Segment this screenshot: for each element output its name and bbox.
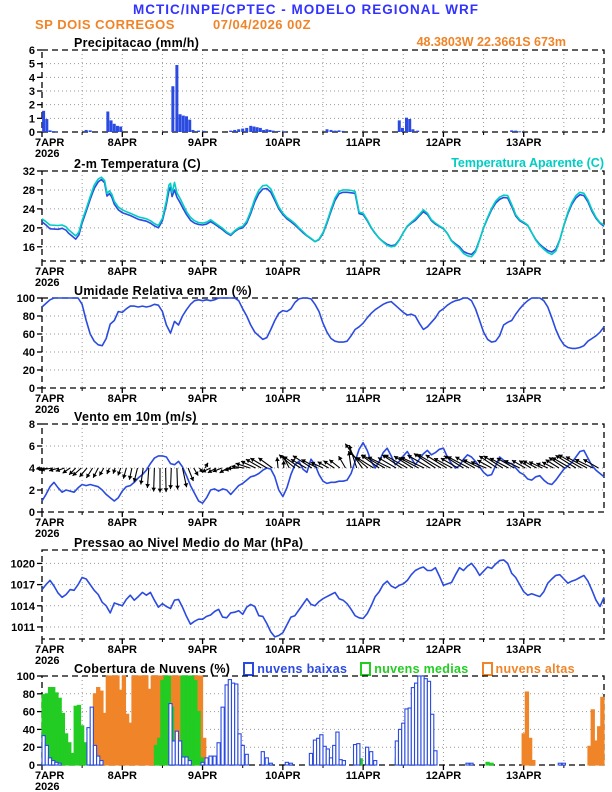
panel-title-wind: Vento em 10m (m/s) <box>74 410 197 424</box>
cloud-bar <box>209 756 212 765</box>
y-tick-label: 16 <box>22 241 35 254</box>
x-year-label: 2026 <box>35 655 60 667</box>
x-day-label: 13APR <box>505 644 542 656</box>
precip-bar <box>89 130 92 132</box>
cloud-bar <box>289 763 292 765</box>
precip-bar <box>518 131 521 132</box>
precip-bar <box>55 131 58 132</box>
panel-4 <box>11 550 604 667</box>
precip-bar <box>188 120 191 132</box>
legend-label-baixas: nuvens baixas <box>257 662 348 676</box>
y-tick-label: 2 <box>28 99 35 112</box>
precip-bar <box>237 129 240 132</box>
x-day-label: 7APR <box>35 770 65 782</box>
precip-bar <box>191 130 194 132</box>
y-tick-label: 24 <box>22 203 35 216</box>
panel-title-precipitation: Precipitacao (mm/h) <box>74 36 200 50</box>
panel-title-pressure: Pressao ao Nivel Medio do Mar (hPa) <box>74 536 304 550</box>
cloud-bar <box>213 756 216 765</box>
apparent-temperature-label: Temperatura Aparente (C) <box>451 156 604 170</box>
precip-bar <box>338 130 341 132</box>
x-day-label: 7APR <box>35 517 65 529</box>
precip-bar <box>252 127 255 132</box>
precip-bar <box>106 112 109 133</box>
y-tick-label: 80 <box>22 311 35 323</box>
y-tick-label: 0 <box>28 383 35 395</box>
wind-arrow-head <box>158 489 163 493</box>
precip-bar <box>334 131 337 132</box>
cloud-bar <box>558 763 561 765</box>
x-year-label: 2026 <box>35 781 60 792</box>
cloud-bar <box>309 753 312 765</box>
y-tick-label: 1 <box>28 113 35 126</box>
cloud-bar <box>58 763 61 765</box>
precip-bar <box>416 131 419 132</box>
wind-arrow-head <box>275 457 280 461</box>
precip-bar <box>171 86 174 132</box>
cloud-bar <box>366 747 369 765</box>
x-day-label: 10APR <box>265 517 301 529</box>
precip-bar <box>408 119 411 132</box>
wind-arrow-head <box>122 474 127 478</box>
x-day-label: 10APR <box>265 644 301 656</box>
y-tick-label: 6 <box>28 441 35 453</box>
cloud-bar <box>188 761 191 765</box>
cloud-bar <box>245 754 248 765</box>
station-coords-label: 48.3803W 22.3661S 673m <box>416 35 566 49</box>
y-tick-label: 6 <box>28 45 35 57</box>
y-tick-label: 0 <box>28 760 35 772</box>
precip-bar <box>265 129 268 132</box>
precip-bar <box>245 128 248 132</box>
x-day-label: 12APR <box>425 517 462 529</box>
precip-bar <box>203 131 206 132</box>
x-day-label: 9APR <box>187 137 218 149</box>
x-day-label: 12APR <box>425 137 462 149</box>
x-day-label: 13APR <box>505 393 542 405</box>
x-day-label: 11APR <box>345 517 381 529</box>
wind-arrow-head <box>164 488 169 492</box>
precip-bar <box>330 130 333 132</box>
precip-bar <box>45 119 48 132</box>
y-tick-label: 0 <box>28 507 35 519</box>
precip-bar <box>262 130 265 132</box>
x-day-label: 10APR <box>265 770 301 782</box>
clouds-title: Cobertura de Nuvens (%) <box>74 662 231 676</box>
Pressao ao Nivel do Mar <box>42 560 604 637</box>
cloud-bar <box>532 761 535 765</box>
precip-bar <box>256 127 259 132</box>
Umidade Relativa <box>42 298 604 348</box>
x-day-label: 13APR <box>505 137 542 149</box>
y-tick-label: 8 <box>28 419 35 431</box>
x-day-label: 7APR <box>35 137 65 149</box>
precip-bar <box>197 131 200 132</box>
model-title: MCTIC/INPE/CPTEC - MODELO REGIONAL WRF <box>133 2 479 17</box>
y-tick-label: 3 <box>28 86 35 98</box>
cloud-bar <box>434 751 437 765</box>
Temperatura Aparente <box>42 177 604 257</box>
x-day-label: 9APR <box>187 770 218 782</box>
x-day-label: 8APR <box>107 137 137 149</box>
x-day-label: 8APR <box>107 770 137 782</box>
precip-bar <box>401 128 404 132</box>
precip-bar <box>510 130 513 132</box>
y-tick-label: 1020 <box>10 558 35 571</box>
x-day-label: 10APR <box>265 393 301 405</box>
y-tick-label: 4 <box>28 72 35 85</box>
precip-bar <box>185 116 188 132</box>
cloud-bar <box>562 763 565 765</box>
precip-bar <box>411 129 414 132</box>
x-day-label: 9APR <box>187 644 218 656</box>
precip-bar <box>229 131 232 132</box>
cloud-bar <box>486 762 489 765</box>
y-tick-label: 28 <box>22 184 35 197</box>
x-day-label: 13APR <box>505 770 542 782</box>
cloud-bar <box>100 761 103 765</box>
panel-1 <box>23 166 604 289</box>
y-tick-label: 40 <box>22 347 35 359</box>
x-day-label: 8APR <box>107 644 137 656</box>
precip-bar <box>42 111 45 132</box>
cloud-bar <box>357 744 360 765</box>
cloud-bar <box>269 763 272 765</box>
y-tick-label: 60 <box>22 329 35 341</box>
cloud-bar <box>201 762 204 765</box>
precip-bar <box>241 129 244 132</box>
x-day-label: 11APR <box>345 137 381 149</box>
precip-bar <box>110 120 113 132</box>
cloud-bar <box>374 761 377 765</box>
x-day-label: 9APR <box>187 517 218 529</box>
station-name: SP DOIS CORREGOS <box>35 17 175 32</box>
x-year-label: 2026 <box>35 148 60 160</box>
precip-bar <box>49 130 52 132</box>
cloud-bar <box>197 712 200 765</box>
wind-arrow-head <box>128 476 133 480</box>
x-day-label: 11APR <box>345 266 381 278</box>
cloud-bar <box>466 763 469 765</box>
precip-bar <box>116 126 119 132</box>
precip-bar <box>259 128 262 132</box>
wind-arrow-head <box>145 484 150 488</box>
precip-bar <box>182 116 185 132</box>
wind-arrow-head <box>168 485 173 489</box>
x-year-label: 2026 <box>35 528 60 540</box>
precip-bar <box>272 131 275 132</box>
y-tick-label: 32 <box>22 166 35 178</box>
panel-2 <box>17 293 604 416</box>
legend-label-medias: nuvens medias <box>374 662 469 676</box>
cloud-bar <box>205 758 208 765</box>
cloud-bar <box>265 758 268 765</box>
cloud-bar <box>342 761 345 765</box>
y-tick-label: 80 <box>22 688 35 701</box>
x-day-label: 13APR <box>505 517 542 529</box>
x-day-label: 10APR <box>265 266 301 278</box>
x-day-label: 12APR <box>425 393 462 405</box>
precip-bar <box>405 118 408 132</box>
y-tick-label: 40 <box>22 724 35 737</box>
x-day-label: 9APR <box>187 266 218 278</box>
precip-bar <box>113 124 116 132</box>
x-day-label: 8APR <box>107 517 137 529</box>
y-tick-label: 20 <box>22 365 35 377</box>
y-tick-label: 100 <box>16 671 35 683</box>
precip-bar <box>283 131 286 132</box>
precip-bar <box>277 131 280 132</box>
precip-bar <box>342 131 345 132</box>
precip-bar <box>514 131 517 132</box>
precip-bar <box>326 129 329 132</box>
precip-bar <box>85 130 88 132</box>
cloud-bar <box>241 745 244 765</box>
cloud-bar <box>470 763 473 765</box>
y-tick-label: 0 <box>28 127 35 139</box>
precip-bar <box>119 127 122 132</box>
x-day-label: 11APR <box>345 393 381 405</box>
precip-bar <box>233 130 236 132</box>
run-datetime: 07/04/2026 00Z <box>212 17 312 32</box>
panel-5 <box>17 671 604 792</box>
wind-arrow-head <box>184 483 189 487</box>
precip-bar <box>179 114 182 132</box>
y-tick-label: 4 <box>28 463 35 475</box>
x-day-label: 8APR <box>107 393 137 405</box>
y-tick-label: 2 <box>28 485 35 497</box>
x-day-label: 12APR <box>425 266 462 278</box>
x-day-label: 12APR <box>425 644 462 656</box>
x-day-label: 7APR <box>35 266 65 278</box>
x-year-label: 2026 <box>35 404 60 416</box>
y-tick-label: 60 <box>22 706 35 719</box>
x-day-label: 7APR <box>35 644 65 656</box>
cloud-bar <box>261 752 264 765</box>
cloud-bar <box>221 707 224 765</box>
cloud-bar <box>490 763 493 765</box>
precip-bar <box>52 131 55 132</box>
x-day-label: 12APR <box>425 770 462 782</box>
wind-arrow-head <box>175 486 180 490</box>
cloud-bar <box>217 743 220 765</box>
x-day-label: 11APR <box>345 644 381 656</box>
precip-bar <box>269 130 272 132</box>
y-tick-label: 20 <box>22 222 35 235</box>
x-day-label: 10APR <box>265 137 301 149</box>
panel-title-temperature: 2-m Temperatura (C) <box>74 157 202 171</box>
x-day-label: 8APR <box>107 266 137 278</box>
cloud-bar <box>370 752 373 765</box>
y-tick-label: 20 <box>22 742 35 755</box>
x-day-label: 11APR <box>345 770 381 782</box>
x-year-label: 2026 <box>35 277 60 289</box>
y-tick-label: 1017 <box>10 579 35 592</box>
cloud-bar <box>285 762 288 765</box>
x-day-label: 13APR <box>505 266 542 278</box>
precip-bar <box>398 120 401 132</box>
y-tick-label: 1011 <box>11 621 35 634</box>
panel-0 <box>29 45 604 160</box>
y-tick-label: 100 <box>16 293 35 305</box>
precip-bar <box>249 126 252 132</box>
panel-title-humidity: Umidade Relativa em 2m (%) <box>74 284 252 298</box>
y-tick-label: 5 <box>28 58 35 71</box>
y-tick-label: 1014 <box>10 600 35 613</box>
precip-bar <box>175 65 178 132</box>
wind-arrow-head <box>151 488 156 492</box>
x-day-label: 7APR <box>35 393 65 405</box>
x-day-label: 9APR <box>187 393 218 405</box>
cloud-bar <box>601 697 604 765</box>
legend-label-altas: nuvens altas <box>495 662 575 676</box>
panel-3 <box>29 419 604 540</box>
